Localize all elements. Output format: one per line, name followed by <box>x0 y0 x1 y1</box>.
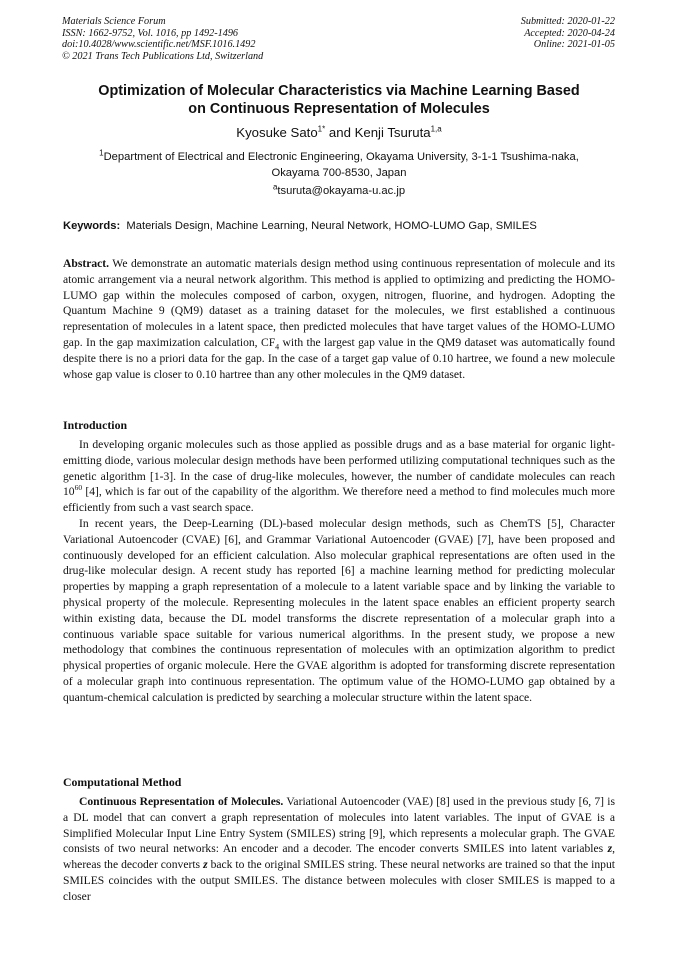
keywords <box>63 220 623 232</box>
method-text-3: back to the original SMILES string. These neural networks are trained so that the input SMILES coincides with the output SMILES. The distance between molecules with closer SMILES is mapped to a closer <box>63 858 616 903</box>
journal-doi: doi:10.4028/www.scientific.net/MSF.1016.1492 <box>62 39 256 51</box>
online-date: Online: 2021-01-05 <box>533 39 615 51</box>
method-var-z-1: z <box>607 842 613 856</box>
intro-paragraph-2: In recent years, the Deep-Learning (DL)-based molecular design methods, such as ChemTS [5], Character Variational Autoencoder (CVAE) [6], and Grammar Variational Autoencoder (GVAE) [7], have been proposed and continuously developed for an efficient calculation. Also molecular graphical representations are often used in the drug-like molecular design. A recent study has reported [6] a machine learning method for predicting molecular properties by mapping a graph representation of a molecule to a latent variable space and by linking the variable to physical property of the molecule. Representing molecules in the latent space enables an efficient property search within existing data, because the DL model transforms the discrete representation of a molecular graph into a continuous variable space suitable for various numerical algorithms. In the present study, we propose a new methodology that combines the continuous representation of molecules with an optimization algorithm to predict physical properties of organic molecule. Here the GVAE algorithm is adopted for transforming discrete representation of a molecular graph into continuous representation. The optimum value of the HOMO-LUMO gap obtained by a quantum-chemical calculation is predicted by searching a molecular structure within the latent space. <box>63 516 615 704</box>
submitted-date: Submitted: 2020-01-22 <box>520 16 615 27</box>
keywords-label: Keywords: <box>63 220 121 232</box>
title-line-2: on Continuous Representation of Molecules <box>188 101 490 117</box>
journal-info <box>62 16 263 62</box>
journal-issn: ISSN: 1662-9752, Vol. 1016, pp 1492-1496 <box>62 27 239 39</box>
journal-name: Materials Science Forum <box>62 16 166 27</box>
author-list <box>40 125 638 140</box>
method-subheading: Continuous Representation of Molecules. <box>79 795 284 808</box>
email-marker: a <box>272 182 278 192</box>
introduction-heading: Introduction <box>63 418 128 432</box>
journal-copyright: © 2021 Trans Tech Publications Ltd, Switzerland <box>62 50 264 62</box>
intro-p1-text-2: [4], which is far out of the capability of the algorithm. We therefore need a method to find molecules much more efficiently from such a vast search space. <box>63 485 615 515</box>
paper-title <box>40 82 638 118</box>
intro-p1-text-1: In developing organic molecules such as those applied as possible drugs and as a base material for organic light-emitting diode, various molecular design methods have been performed utilizing computational techniques such as the genetic algorithm [1-3]. In the case of drug-like molecules, however, the number of candidate molecules can reach 10 <box>63 438 615 499</box>
email-address: tsuruta@okayama-u.ac.jp <box>277 185 406 197</box>
method-paragraph-1 <box>63 794 615 905</box>
submission-dates <box>521 16 615 51</box>
author-2: Kenji Tsuruta <box>354 125 431 140</box>
introduction-body <box>63 437 615 706</box>
affiliation-marker: 1 <box>99 148 104 158</box>
title-line-1: Optimization of Molecular Characteristics via Machine Learning Based <box>98 83 580 99</box>
keywords-text: Materials Design, Machine Learning, Neural Network, HOMO-LUMO Gap, SMILES <box>126 220 537 232</box>
method-text-2: , whereas the decoder converts <box>63 842 615 872</box>
author-1-marker: 1* <box>317 124 326 134</box>
intro-paragraph-1 <box>63 437 615 516</box>
intro-p1-superscript: 60 <box>74 483 83 493</box>
method-body <box>63 794 615 905</box>
method-heading: Computational Method <box>63 775 182 789</box>
accepted-date: Accepted: 2020-04-24 <box>524 27 615 39</box>
abstract <box>63 256 615 382</box>
affiliation-line-2: Okayama 700-8530, Japan <box>271 167 407 179</box>
affiliation-line-1: Department of Electrical and Electronic Engineering, Okayama University, 3-1-1 Tsushima-naka, <box>103 151 579 163</box>
author-2-marker: 1,a <box>430 124 442 134</box>
abstract-subscript: 4 <box>275 342 280 352</box>
abstract-label: Abstract. <box>63 257 110 270</box>
abstract-text-1: We demonstrate an automatic materials design method using continuous representation of molecule and its atomic arrangement via a neural network algorithm. This method is applied to optimizing and predicting the HOMO-LUMO gap within the molecules composed of carbon, oxygen, nitrogen, fluorine, and hydrogen. Adopting the Quantum Machine 9 (QM9) dataset as a training dataset for the molecules, we first established a continuous representation of molecules in a latent space, then predicted molecules that have target values of the HOMO-LUMO gap. In the gap maximization calculation, CF <box>63 257 615 349</box>
author-and: and <box>325 125 355 140</box>
method-text-1: Variational Autoencoder (VAE) [8] used in the previous study [6, 7] is a DL model that can convert a graph representation of molecules into latent variables. The input of GVAE is a Simplified Molecular Input Line Entry System (SMILES) string [9], which represents a molecular graph. The GVAE consists of two neural networks: An encoder and a decoder. The encoder converts SMILES into latent variables <box>63 795 615 856</box>
affiliation <box>60 149 618 181</box>
method-var-z-2: z <box>203 858 208 872</box>
author-1: Kyosuke Sato <box>236 125 318 140</box>
corresponding-email <box>60 182 618 197</box>
abstract-text-2: with the largest gap value in the QM9 dataset was automatically found despite there is no a priori data for the gap. In the case of a target gap value of 0.10 hartree, we found a new molecule whose gap value is closer to 0.10 hartree than any other molecules in the QM9 dataset. <box>63 335 616 381</box>
